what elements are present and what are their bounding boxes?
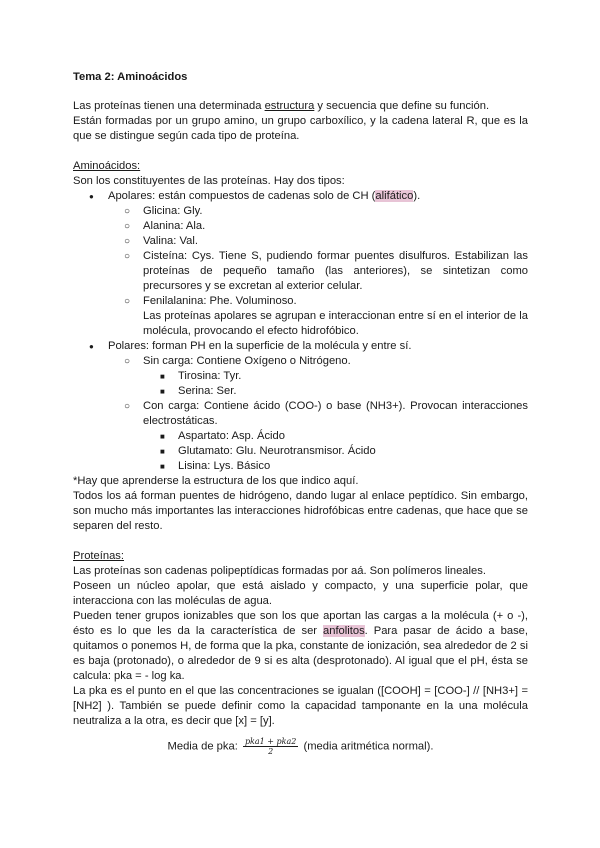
list-item-apolares: ● Apolares: están compuestos de cadenas solo de CH (alifático). ○ Glicina: Gly. ○ Alanina: Ala. ○ Valina: Val. ○ Cisteína: Cys. Tiene S, pudiendo formar puentes disulfuros. Estabilizan las proteínas de pequeño tamaño (las anteriores), se sintetizan como precursores y se excretan al exterior celular. ○ Fenilalanina: Phe. Voluminoso. Las proteínas apolares se agrupan e interaccionan entre sí en el interior de la molécula, provocando el efecto hidrofóbico. [108,189,528,339]
proteinas-p2: Poseen un núcleo apolar, que está aislado y compacto, y una superficie polar, que interacciona con las moléculas de agua. [73,580,528,607]
highlighted-term: anfolitos [323,625,365,637]
proteinas-p3: Pueden tener grupos ionizables que son los que aportan las cargas a la molécula (+ o -), ésto es lo que les da la característica de ser anfolitos. Para pasar de ácido a base, quitamos o ponemos H, de forma que la pka, constante de ionización, sea alrededor de 2 si es baja (protonado), o alrededor de 9 si es alta (desprotonado). Al igual que el pH, ésta se calcula: pka = - log ka. [73,610,528,682]
list-item: ○ Valina: Val. [143,234,528,249]
aminoacidos-closing: Todos los aá forman puentes de hidrógeno, dando lugar al enlace peptídico. Sin embargo, son mucho más importantes las interacciones hidrofóbicas entre cadenas, que hace que se separen del resto. [73,490,528,532]
list-item: ■ Glutamato: Glu. Neurotransmisor. Ácido [178,444,528,459]
list-item: ○ Cisteína: Cys. Tiene S, pudiendo formar puentes disulfuros. Estabilizan las proteínas de pequeño tamaño (las anteriores), se sintetizan como precursores y se excretan al exterior celular. [143,249,528,294]
intro-line-1: Las proteínas tienen una determinada estructura y secuencia que define su función. [73,100,490,112]
proteinas-p1: Las proteínas son cadenas polipeptídicas formadas por aá. Son polímeros lineales. [73,565,486,577]
section-heading-proteinas: Proteínas: [73,550,124,562]
study-note: *Hay que aprenderse la estructura de los que indico aquí. [73,475,359,487]
list-item-con-carga: ○ Con carga: Contiene ácido (COO-) o base (NH3+). Provocan interacciones electrostáticas. ■ Aspartato: Asp. Ácido ■ Glutamato: Glu. Neurotransmisor. Ácido ■ Lisina: Lys. Básico [143,399,528,474]
highlighted-term: alifático [375,190,414,202]
document-page [73,70,528,756]
list-item: ■ Serina: Ser. [178,384,528,399]
polares-sublist [108,354,528,474]
fraction: $\frac{\text{pka1 + pka2}}{2}$ [244,737,297,756]
section-heading-aminoacidos: Aminoácidos: [73,160,141,172]
list-item: ■ Aspartato: Asp. Ácido [178,429,528,444]
list-item-sin-carga: ○ Sin carga: Contiene Oxígeno o Nitrógeno. ■ Tirosina: Tyr. ■ Serina: Ser. [143,354,528,399]
sin-carga-sublist [143,369,528,399]
list-item-polares: ● Polares: forman PH en la superficie de la molécula y entre sí. ○ Sin carga: Contiene Oxígeno o Nitrógeno. ■ Tirosina: Tyr. ■ Serina: Ser. ○ Con carga: Contiene ácido (COO-) o base (NH3+). Provocan interacciones electrostáticas. ■ Aspartato: Asp. Ácido ■ Glutamato: Glu. Neurotransmisor. Ácido ■ Lisina: Lys. Básico [108,339,528,474]
list-item: ○ Alanina: Ala. [143,219,528,234]
proteinas-p4: La pka es el punto en el que las concentraciones se igualan ([COOH] = [COO-] // [NH3+] = [NH2] ). También se puede definir como la capacidad tamponante en la una molécula neutraliza a la otra, es decir que [x] = [y]. [73,685,528,727]
list-item: ○ Glicina: Gly. [143,204,528,219]
pka-formula: Media de pka: $\frac{\text{pka1 + pka2}}{2}$ (media aritmética normal). [167,737,434,756]
underlined-term: estructura [264,100,315,112]
con-carga-sublist [143,429,528,474]
list-item: ■ Lisina: Lys. Básico [178,459,528,474]
aminoacidos-intro: Son los constituyentes de las proteínas. Hay dos tipos: [73,175,345,187]
apolares-sublist [108,204,528,339]
fenilalanina-note: Las proteínas apolares se agrupan e interaccionan entre sí en el interior de la molécula, provocando el efecto hidrofóbico. [143,310,528,337]
list-item-fenilalanina: ○ Fenilalanina: Phe. Voluminoso. Las proteínas apolares se agrupan e interaccionan entre sí en el interior de la molécula, provocando el efecto hidrofóbico. [143,294,528,339]
page-title: Tema 2: Aminoácidos [73,71,188,83]
amino-type-list [73,189,528,474]
intro-line-2: Están formadas por un grupo amino, un grupo carboxílico, y la cadena lateral R, que es la que se distingue según cada tipo de proteína. [73,115,528,142]
list-item: ■ Tirosina: Tyr. [178,369,528,384]
